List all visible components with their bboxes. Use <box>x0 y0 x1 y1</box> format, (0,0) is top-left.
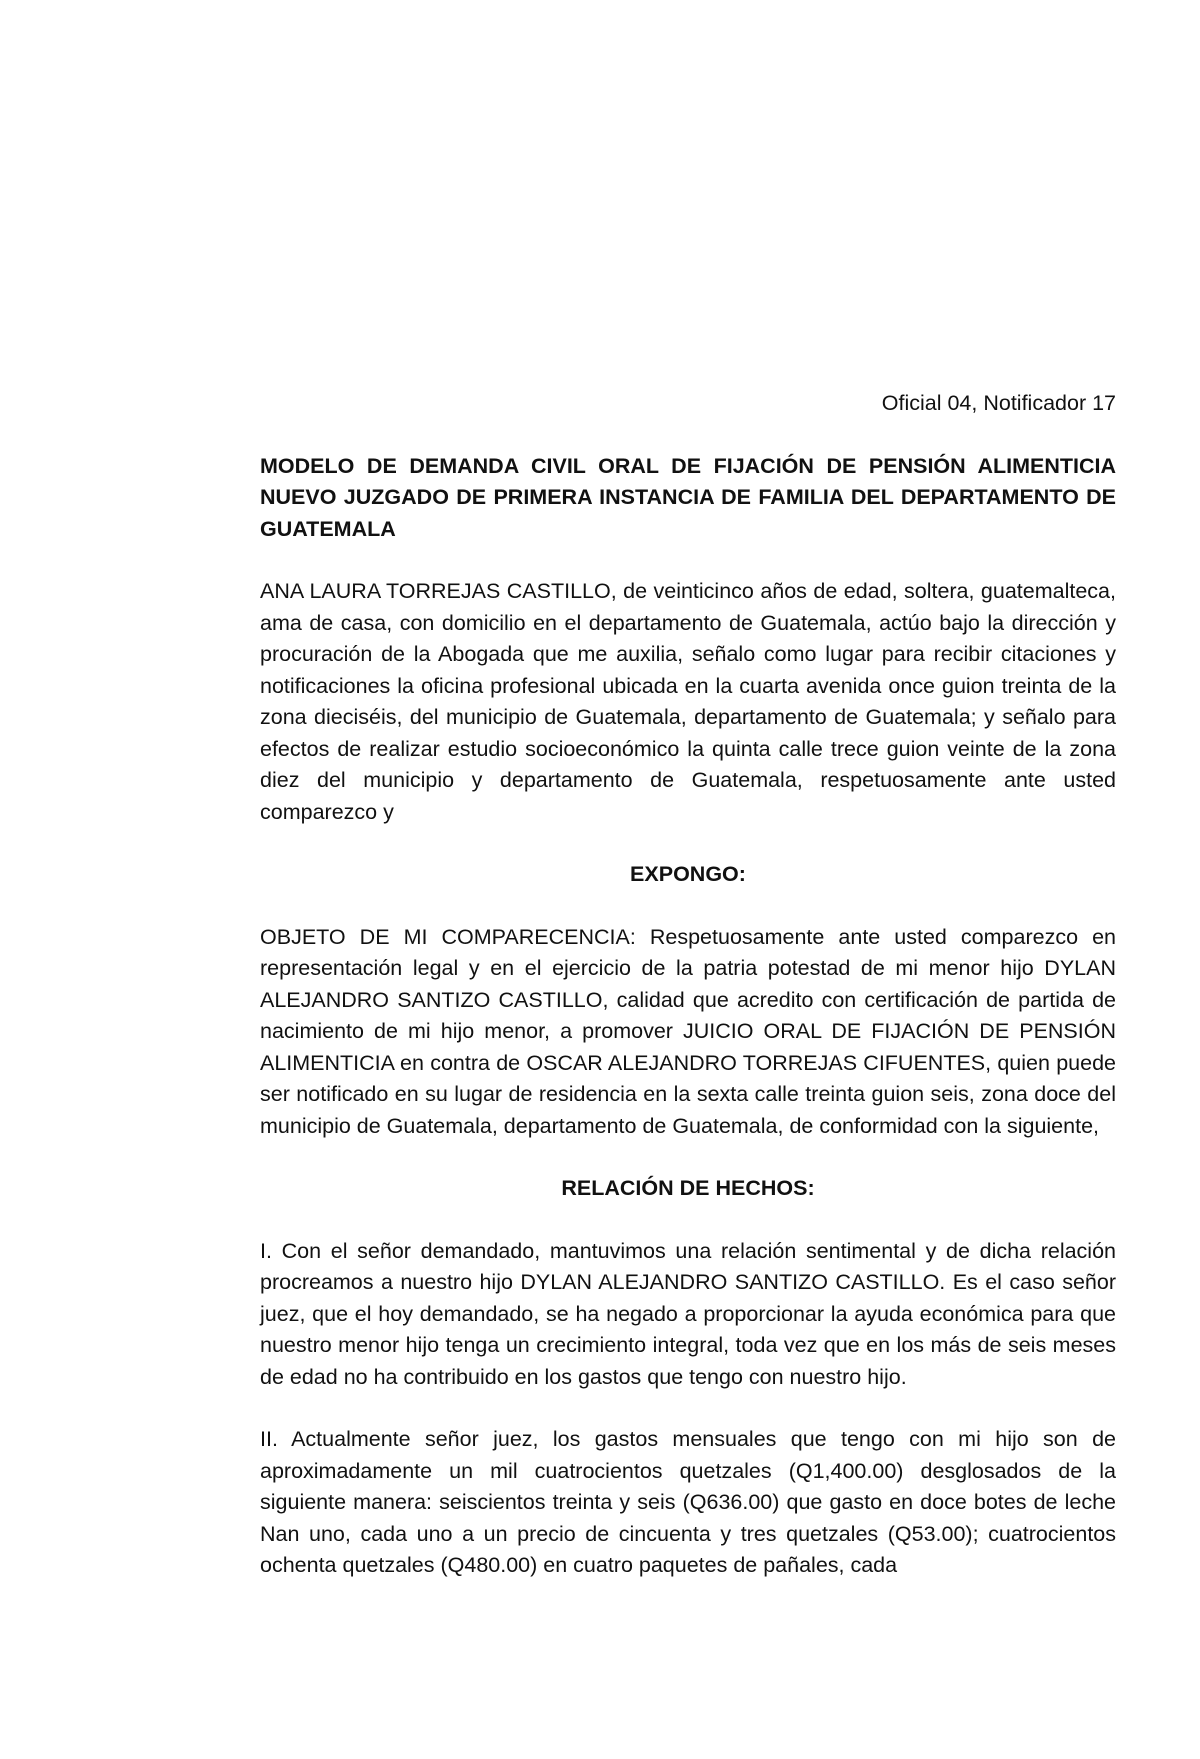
document-reference: Oficial 04, Notificador 17 <box>881 391 1116 415</box>
section-heading-hechos: RELACIÓN DE HECHOS: <box>561 1176 815 1200</box>
hecho-paragraph-1: I. Con el señor demandado, mantuvimos una relación sentimental y de dicha relación procreamos a nuestro hijo DYLAN ALEJANDRO SANTIZO CASTILLO. Es el caso señor juez, que el hoy demandado, se ha negado a proporcionar la ayuda económica para que nuestro menor hijo tenga un crecimiento integral, toda vez que en los más de seis meses de edad no ha contribuido en los gastos que tengo con nuestro hijo. <box>260 1238 1116 1389</box>
document-page <box>260 388 1116 1582</box>
document-title: MODELO DE DEMANDA CIVIL ORAL DE FIJACIÓN DE PENSIÓN ALIMENTICIA NUEVO JUZGADO DE PRIMERA INSTANCIA DE FAMILIA DEL DEPARTAMENTO DE GUATEMALA <box>260 453 1116 541</box>
hecho-paragraph-2: II. Actualmente señor juez, los gastos mensuales que tengo con mi hijo son de aproximadamente un mil cuatrocientos quetzales (Q1,400.00) desglosados de la siguiente manera: seiscientos treinta y seis (Q636.00) que gasto en doce botes de leche Nan uno, cada uno a un precio de cincuenta y tres quetzales (Q53.00); cuatrocientos ochenta quetzales (Q480.00) en cuatro paquetes de pañales, cada <box>260 1427 1116 1577</box>
objeto-paragraph: OBJETO DE MI COMPARECENCIA: Respetuosamente ante usted comparezco en representación legal y en el ejercicio de la patria potestad de mi menor hijo DYLAN ALEJANDRO SANTIZO CASTILLO, calidad que acredito con certificación de partida de nacimiento de mi hijo menor, a promover JUICIO ORAL DE FIJACIÓN DE PENSIÓN ALIMENTICIA en contra de OSCAR ALEJANDRO TORREJAS CIFUENTES, quien puede ser notificado en su lugar de residencia en la sexta calle treinta guion seis, zona doce del municipio de Guatemala, departamento de Guatemala, de conformidad con la siguiente, <box>260 924 1116 1138</box>
section-heading-expongo: EXPONGO: <box>630 862 746 886</box>
intro-paragraph: ANA LAURA TORREJAS CASTILLO, de veinticinco años de edad, soltera, guatemalteca, ama de casa, con domicilio en el departamento de Guatemala, actúo bajo la dirección y procuración de la Abogada que me auxilia, señalo como lugar para recibir citaciones y notificaciones la oficina profesional ubicada en la cuarta avenida once guion treinta de la zona dieciséis, del municipio de Guatemala, departamento de Guatemala; y señalo para efectos de realizar estudio socioeconómico la quinta calle trece guion veinte de la zona diez del municipio y departamento de Guatemala, respetuosamente ante usted comparezco y <box>260 579 1116 824</box>
